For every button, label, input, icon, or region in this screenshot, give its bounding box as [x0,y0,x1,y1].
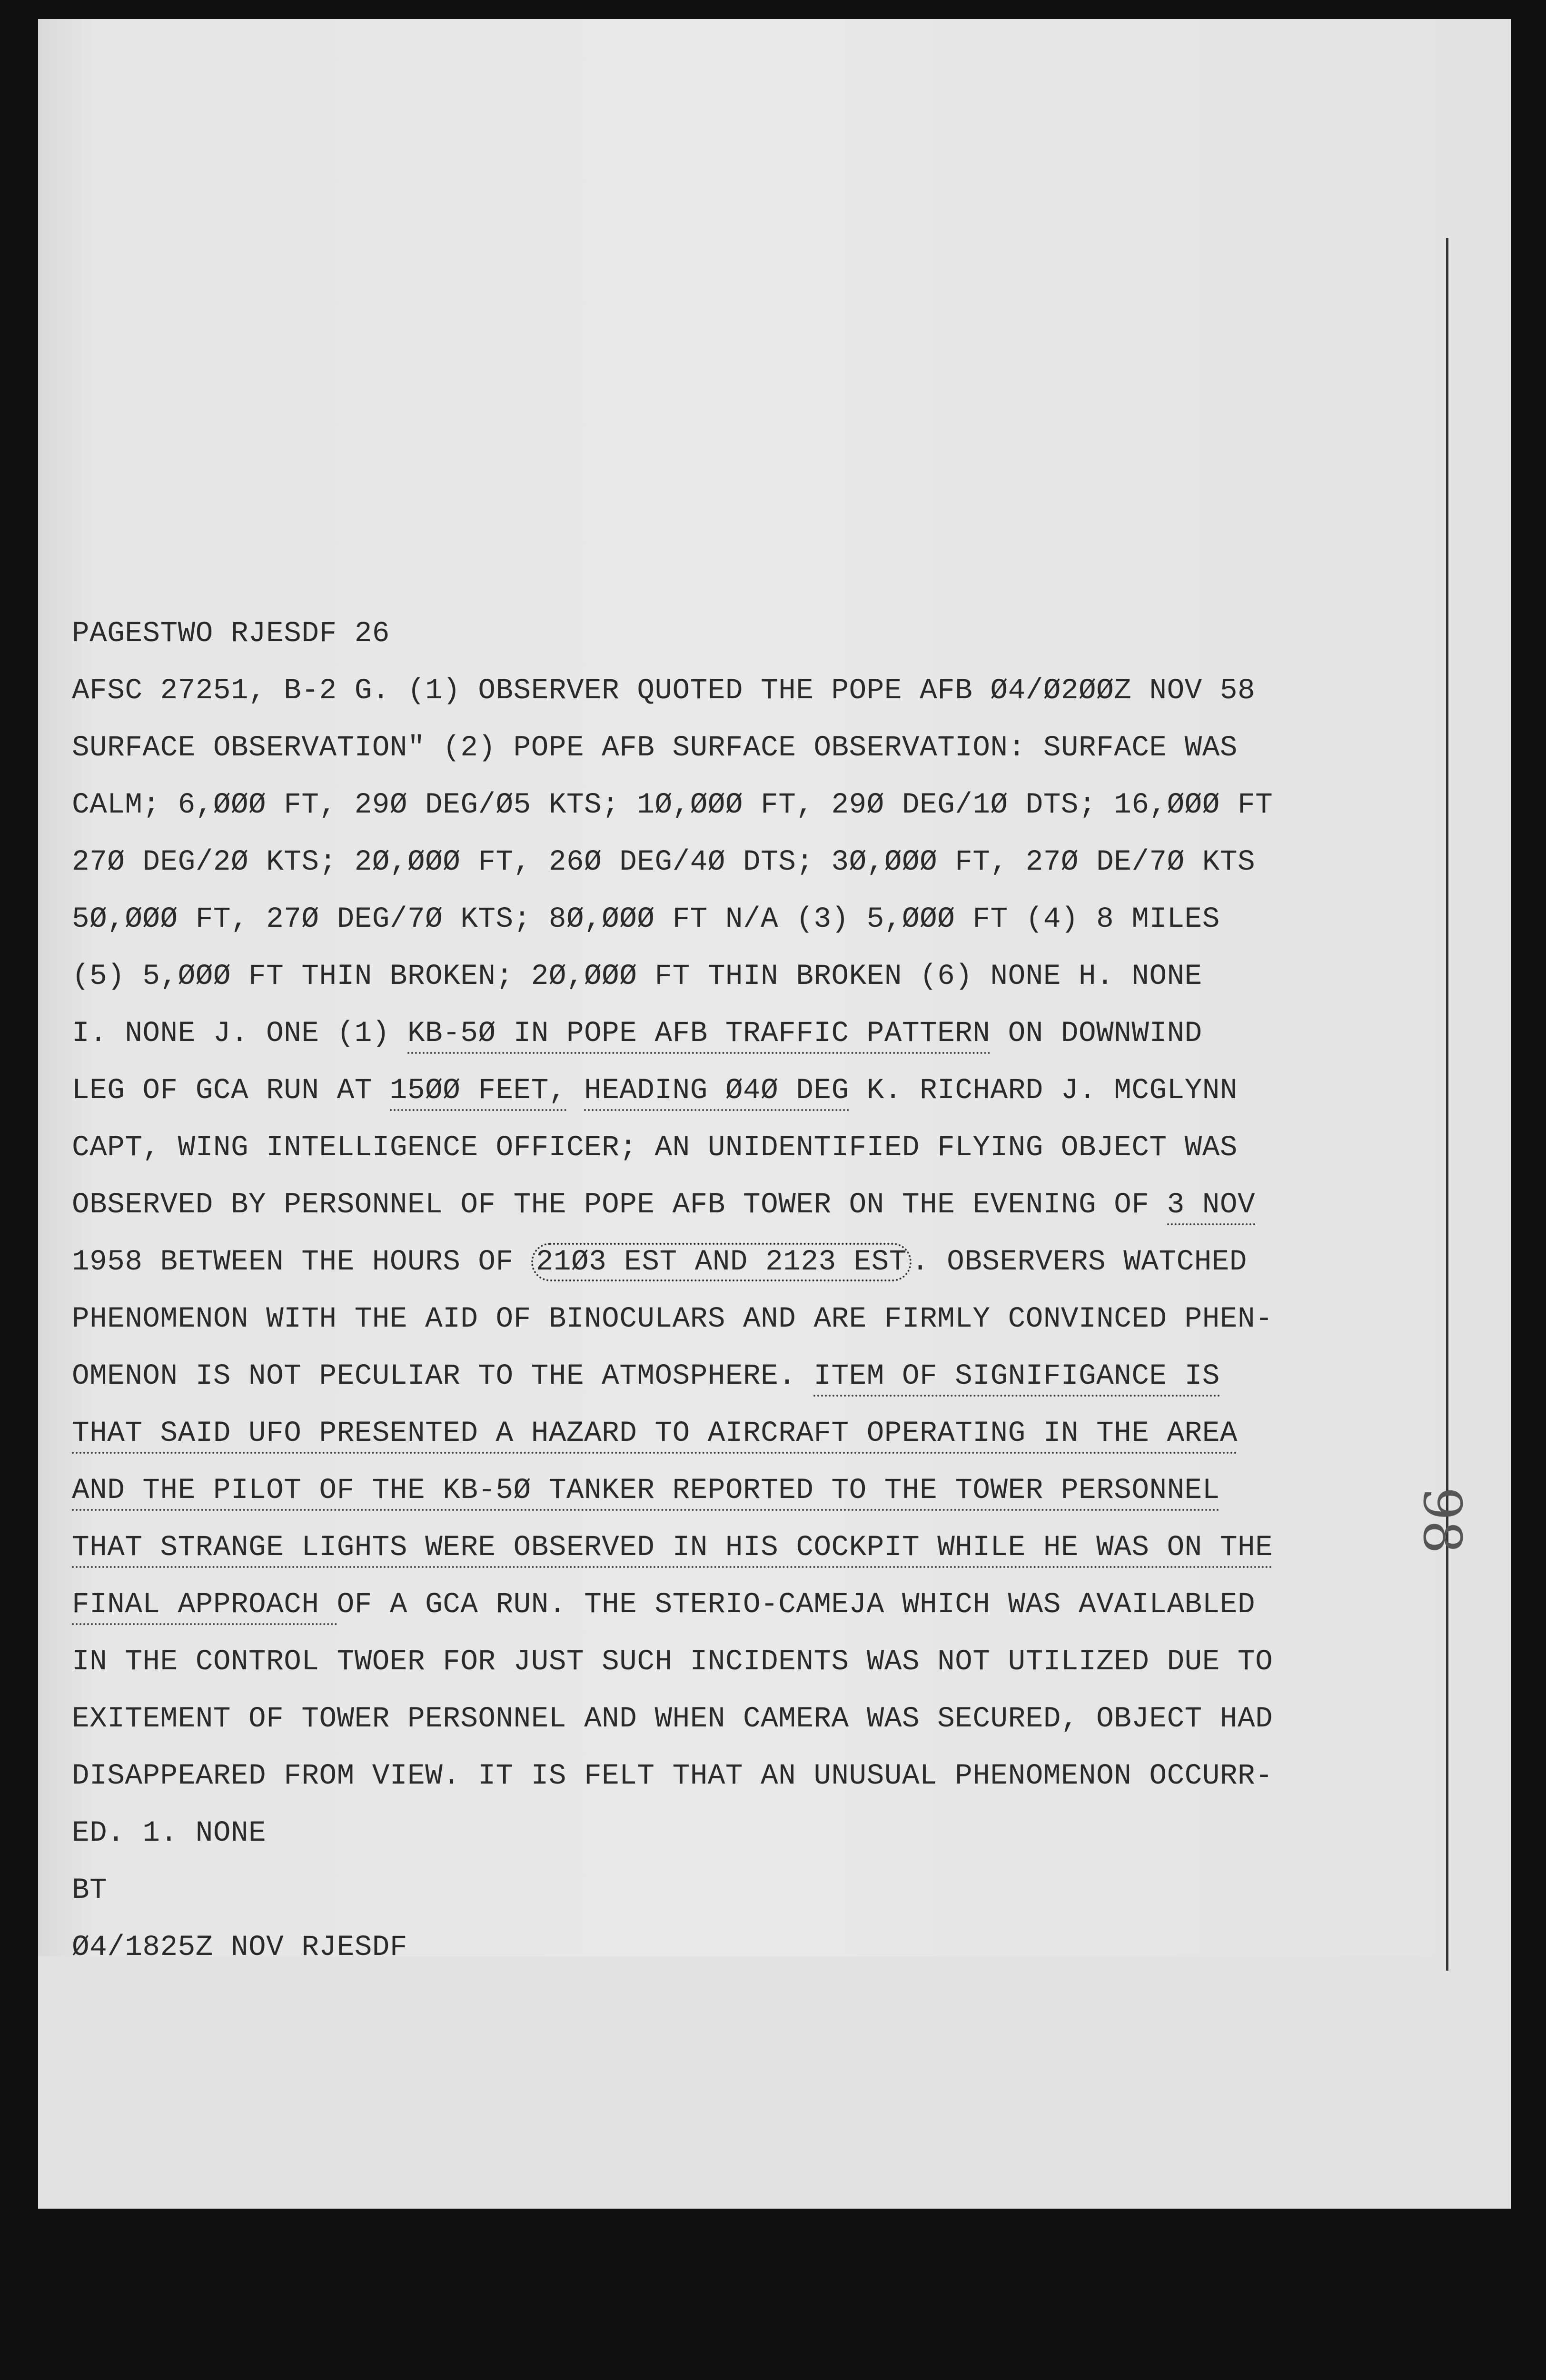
message-line [72,1919,1273,1976]
message-line [72,1691,1273,1748]
line-text: OMENON IS NOT PECULIAR TO THE ATMOSPHERE. [72,1360,814,1393]
message-line [72,1462,1273,1519]
message-line [72,777,1273,834]
line-text: IN THE CONTROL TWOER FOR JUST SUCH INCIDENTS WAS NOT UTILIZED DUE TO [72,1646,1273,1678]
underlined-text: FINAL APPROACH [72,1588,337,1625]
underlined-text: 3 NOV [1167,1189,1256,1225]
line-text: (5) 5,ØØØ FT THIN BROKEN; 2Ø,ØØØ FT THIN BROKEN (6) NONE H. NONE [72,960,1202,993]
line-text: CAPT, WING INTELLIGENCE OFFICER; AN UNIDENTIFIED FLYING OBJECT WAS [72,1131,1238,1164]
document-page [38,0,1511,2209]
line-text: . OBSERVERS WATCHED [912,1246,1248,1279]
line-text: Ø4/1825Z NOV RJESDF [72,1931,408,1964]
message-line [72,1120,1273,1177]
underlined-text: THAT SAID UFO PRESENTED A HAZARD TO AIRCRAFT OPERATING IN THE AREA [72,1417,1238,1454]
line-text: AFSC 27251, B-2 G. (1) OBSERVER QUOTED THE POPE AFB Ø4/Ø2ØØZ NOV 58 [72,674,1256,707]
circled-text: 21Ø3 EST AND 2123 EST [531,1243,912,1281]
message-line [72,891,1273,948]
message-line [72,834,1273,891]
message-line [72,720,1273,777]
message-line [72,605,1273,663]
message-line [72,1634,1273,1691]
message-line [72,1005,1273,1062]
line-text: K. RICHARD J. MCGLYNN [849,1074,1238,1107]
line-text: SURFACE OBSERVATION" (2) POPE AFB SURFACE OBSERVATION: SURFACE WAS [72,732,1238,764]
message-line [72,1577,1273,1634]
page-lower-area [38,1956,1511,2209]
line-text: ED. 1. NONE [72,1817,267,1850]
line-text: PAGESTWO RJESDF 26 [72,617,390,650]
line-text: 5Ø,ØØØ FT, 27Ø DEG/7Ø KTS; 8Ø,ØØØ FT N/A (3) 5,ØØØ FT (4) 8 MILES [72,903,1220,936]
underlined-text: 15ØØ FEET, [390,1074,566,1111]
line-text: OF A GCA RUN. THE STERIO-CAMEJA WHICH WAS AVAILABLED [337,1588,1256,1621]
line-text: CALM; 6,ØØØ FT, 29Ø DEG/Ø5 KTS; 1Ø,ØØØ FT, 29Ø DEG/1Ø DTS; 16,ØØØ FT [72,789,1273,822]
line-text: DISAPPEARED FROM VIEW. IT IS FELT THAT AN UNUSUAL PHENOMENON OCCURR- [72,1760,1273,1793]
underlined-text: AND THE PILOT OF THE KB-5Ø TANKER REPORTED TO THE TOWER PERSONNEL [72,1474,1220,1511]
line-text: EXITEMENT OF TOWER PERSONNEL AND WHEN CAMERA WAS SECURED, OBJECT HAD [72,1703,1273,1735]
message-line [72,1519,1273,1577]
line-text: LEG OF GCA RUN AT [72,1074,390,1107]
handwritten-page-number: 98 [1411,1487,1473,1554]
message-line [72,1291,1273,1348]
message-line [72,1805,1273,1862]
message-line [72,1748,1273,1805]
underlined-text: HEADING Ø4Ø DEG [584,1074,849,1111]
line-text: 1958 BETWEEN THE HOURS OF [72,1246,531,1279]
line-text [566,1074,584,1107]
underlined-text: THAT STRANGE LIGHTS WERE OBSERVED IN HIS COCKPIT WHILE HE WAS ON THE [72,1531,1273,1568]
underlined-text: ITEM OF SIGNIFIGANCE IS [813,1360,1219,1397]
message-line [72,948,1273,1005]
message-line [72,1062,1273,1120]
message-line [72,663,1273,720]
message-line [72,1177,1273,1234]
message-line [72,1348,1273,1405]
line-text: 27Ø DEG/2Ø KTS; 2Ø,ØØØ FT, 26Ø DEG/4Ø DTS; 3Ø,ØØØ FT, 27Ø DE/7Ø KTS [72,846,1256,879]
line-text: OBSERVED BY PERSONNEL OF THE POPE AFB TOWER ON THE EVENING OF [72,1189,1167,1221]
message-line [72,1405,1273,1462]
line-text: PHENOMENON WITH THE AID OF BINOCULARS AND ARE FIRMLY CONVINCED PHEN- [72,1303,1273,1336]
line-text: ON DOWNWIND [990,1017,1202,1050]
margin-rule [1446,238,1448,1971]
underlined-text: KB-5Ø IN POPE AFB TRAFFIC PATTERN [407,1017,991,1054]
message-line [72,1862,1273,1919]
message-line [72,1234,1273,1291]
line-text: BT [72,1874,108,1907]
line-text: I. NONE J. ONE (1) [72,1017,408,1050]
teletype-message-body [72,605,1273,1976]
